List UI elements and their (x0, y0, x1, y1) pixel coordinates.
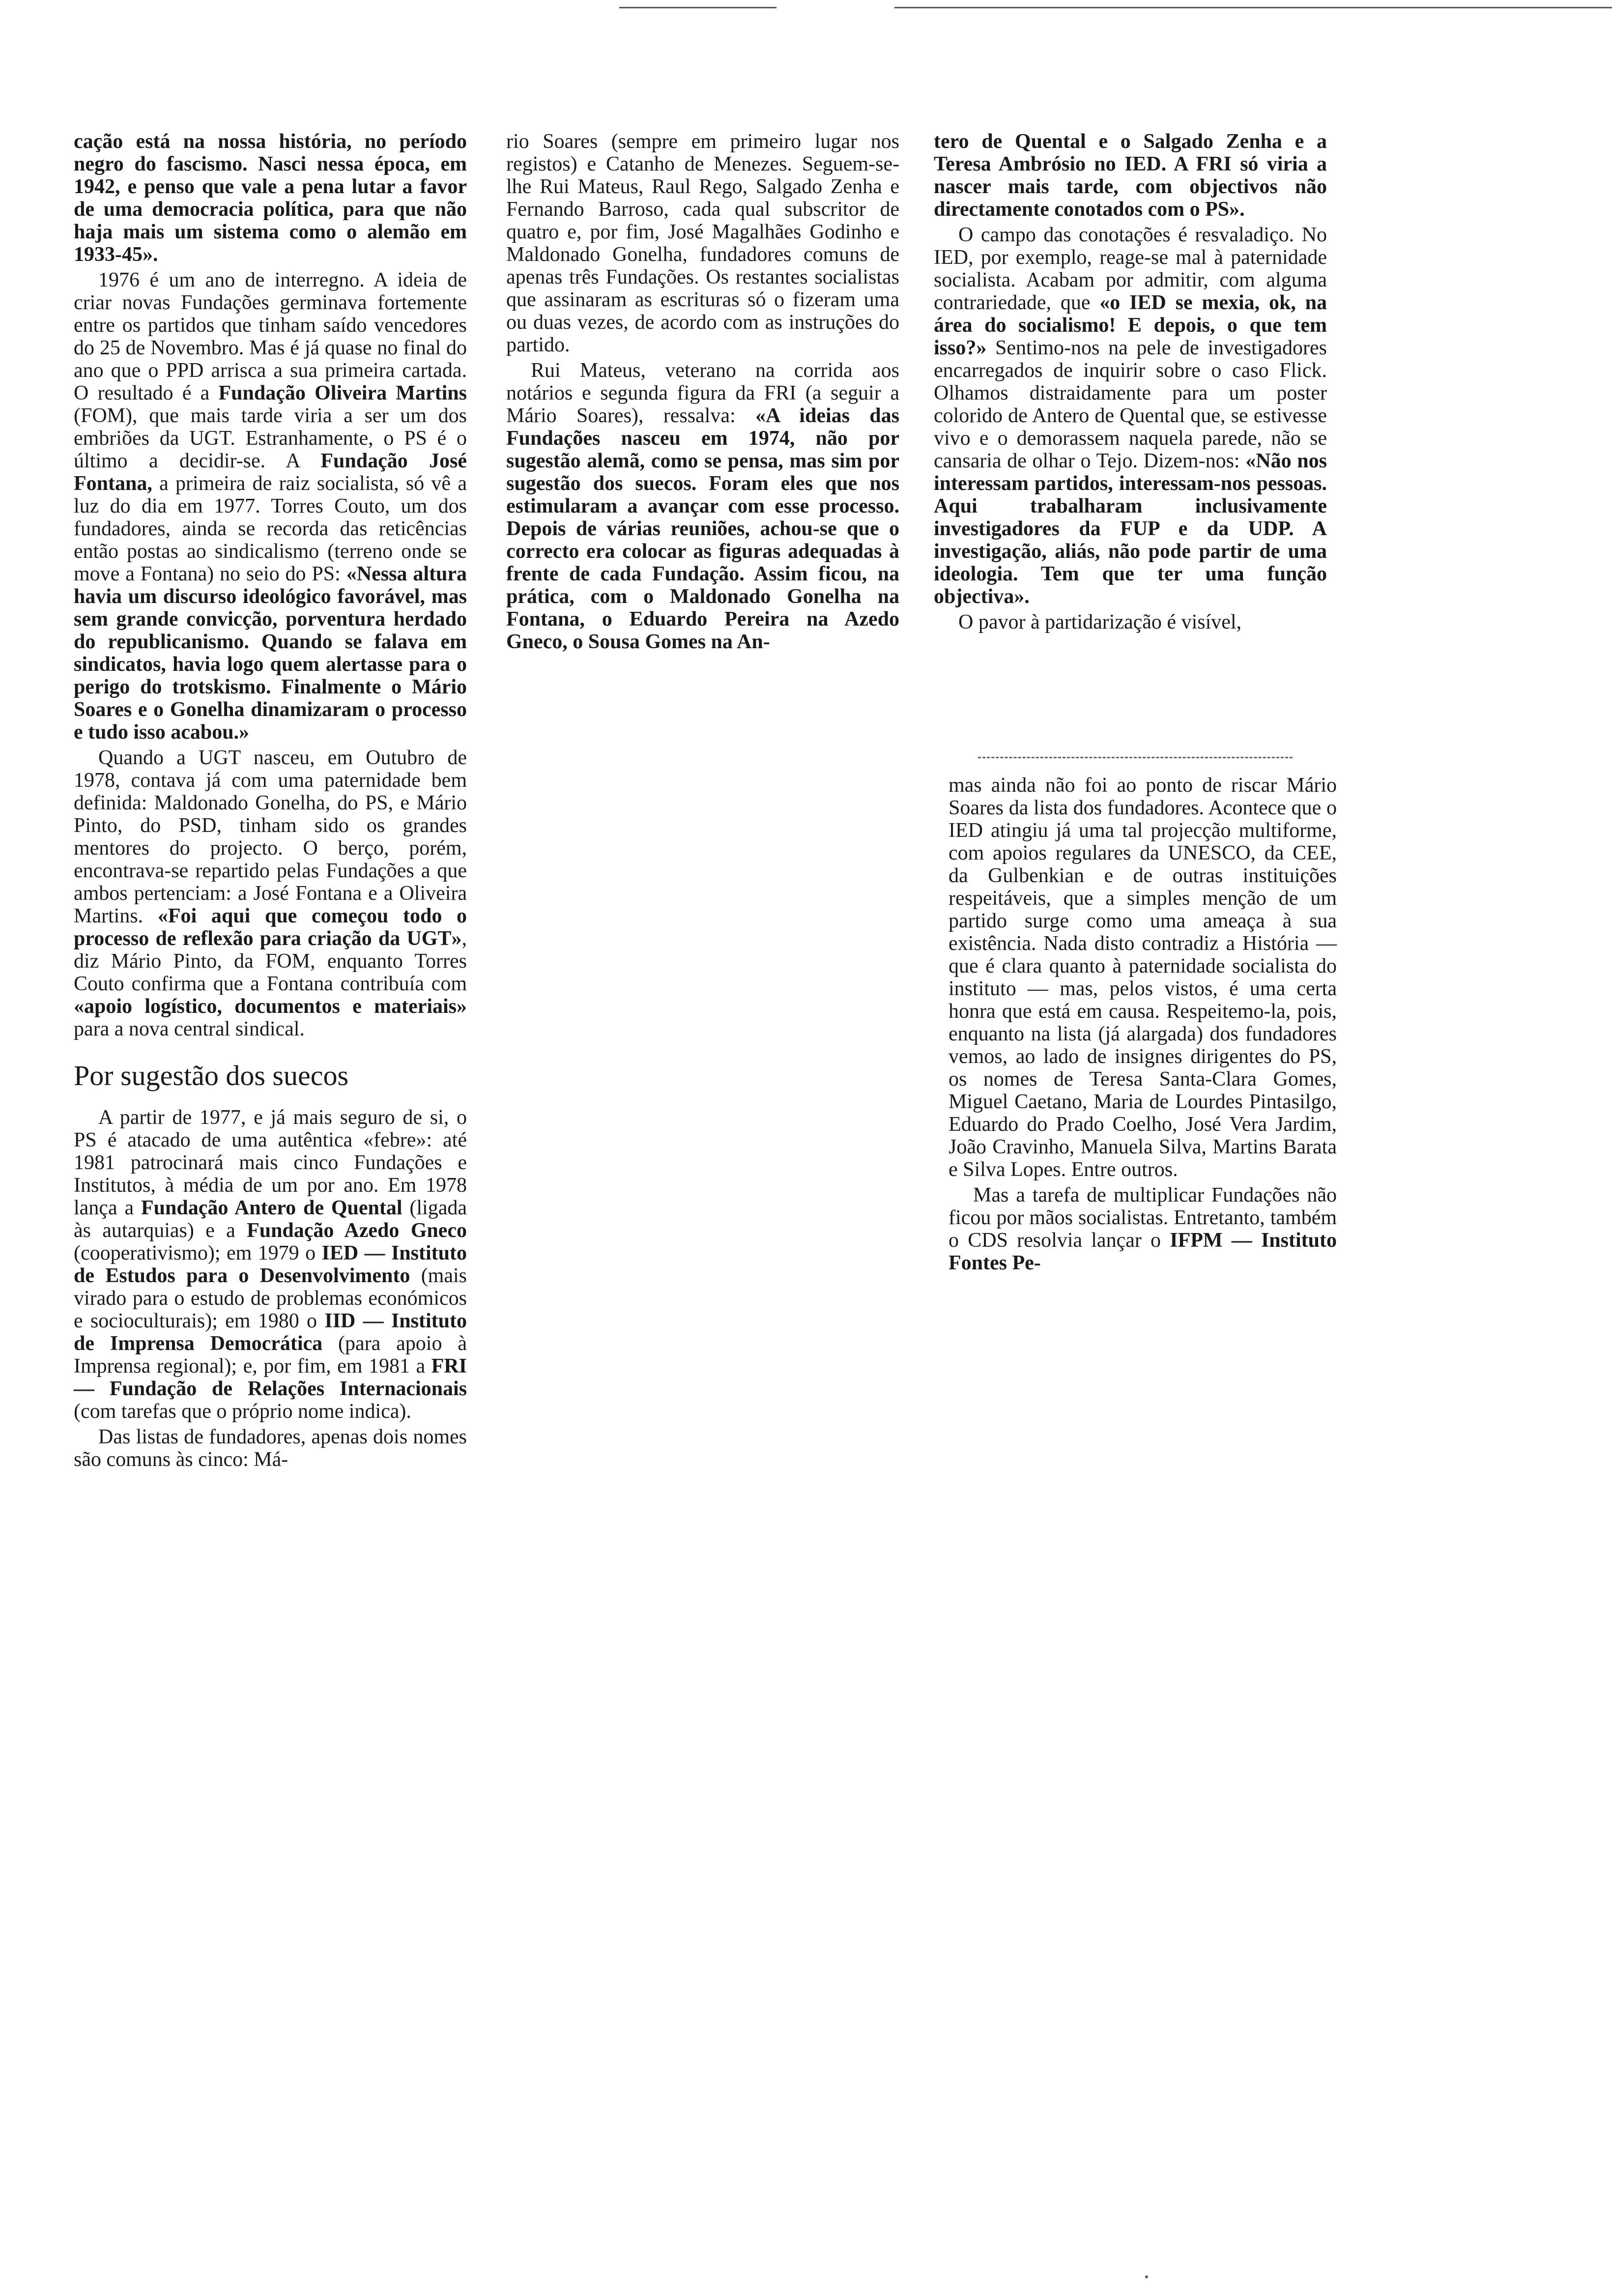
quote-text: «o IED se mexia, ok, na área do socialismo! E depois, o que tem isso?» (934, 291, 1327, 359)
paragraph (506, 359, 899, 653)
paragraph: rio Soares (sempre em primeiro lugar nos registos) e Catanho de Menezes. Seguem-se-lhe Rui Mateus, Raul Rego, Salgado Zenha e Fernando Barroso, cada qual subscritor de quatro e, por fim, José Magalhães Godinho e Maldonado Gonelha, fundadores comuns de apenas três Fundações. Os restantes socialistas que assinaram as escrituras só o fizeram uma ou duas vezes, de acordo com as instruções do partido. (506, 130, 899, 356)
text: a primeira de raiz socialista, só vê a luz do dia em 1977. Torres Couto, um dos fundadores, ainda se recorda das reticências então postas ao sindicalismo (terreno onde se move a Fontana) no seio do PS: (74, 472, 467, 585)
text: (com tarefas que o próprio nome indica). (74, 1400, 411, 1423)
text: (mais virado para o estudo de problemas económicos e socioculturais); em 1980 o (74, 1264, 467, 1332)
top-rule-left (619, 7, 777, 8)
text: (ligada às autarquias) e a (74, 1197, 467, 1242)
paragraph (74, 130, 467, 266)
paragraph (934, 130, 1327, 221)
foundation-name: Fundação Oliveira Martins (218, 382, 467, 404)
foundation-name: Fundação José Fontana, (74, 450, 467, 495)
text: 1976 é um ano de interregno. A ideia de criar novas Fundações germinava fortemente entre os partidos que tinham saído vencedores do 25 de Novembro. Mas é já quase no final do ano que o PPD arrisca a sua primeira cartada. O resultado é a (74, 269, 467, 404)
foundation-name: Fundação Antero de Quental (141, 1197, 403, 1219)
text: (FOM), que mais tarde viria a ser um dos embriões da UGT. Estranhamente, o PS é o último a decidir-se. A (74, 404, 467, 472)
foundation-name: IFPM — Instituto Fontes Pe- (949, 1229, 1337, 1274)
text: para a nova central sindical. (74, 1018, 305, 1040)
text: O campo das conotações é resvaladiço. No IED, por exemplo, reage-se mal à paternidade socialista. Acabam por admitir, com alguma contrariedade, que (934, 224, 1327, 314)
paragraph (934, 224, 1327, 608)
paragraph: O pavor à partidarização é visível, (958, 611, 1242, 633)
text: Mas a tarefa de multiplicar Fundações não ficou por mãos socialistas. Entretanto, também o CDS resolvia lançar o (949, 1184, 1337, 1252)
quote-text: «Nessa altura havia um discurso ideológico favorável, mas sem grande convicção, porventura herdado do republicanismo. Quando se falava em sindicatos, havia logo quem alertasse para o perigo do trotskismo. Finalmente o Mário Soares e o Gonelha dinamizaram o processo e tudo isso acabou.» (74, 563, 467, 744)
paragraph: Das listas de fundadores, apenas dois nomes são comuns às cinco: Má- (74, 1426, 467, 1471)
quote-text: «A ideias das Fundações nasceu em 1974, não por sugestão alemã, como se pensa, mas sim por sugestão dos suecos. Foram eles que nos estimularam a avançar com esse processo. Depois de várias reuniões, achou-se que o correcto era colocar as figuras adequadas à frente de cada Fundação. Assim ficou, na prática, com o Maldonado Gonelha na Fontana, o Eduardo Pereira na Azedo Gneco, o Sousa Gomes na An- (506, 404, 899, 653)
quote-text: «Foi aqui que começou todo o processo de reflexão para criação da UGT» (74, 905, 467, 950)
article-column-1 (74, 130, 467, 1474)
top-rule-right (894, 7, 1612, 8)
text: Sentimo-nos na pele de investigadores encarregados de inquirir sobre o caso Flick. Olhamos distraidamente para um poster colorido de Antero de Quental que, se estivesse vivo e o demorassem naquela parede, não se cansaria de olhar o Tejo. Dizem-nos: (934, 337, 1327, 472)
paragraph (74, 746, 467, 1040)
section-subheading: Por sugestão dos suecos (74, 1060, 349, 1091)
text: Rui Mateus, veterano na corrida aos notários e segunda figura da FRI (a seguir a Mário Soares), ressalva: (506, 359, 899, 427)
text: A partir de 1977, e já mais seguro de si, o PS é atacado de uma autêntica «febre»: até 1981 patrocinará mais cinco Fundações e Institutos, à média de um por ano. Em 1978 lança a (74, 1106, 467, 1219)
paragraph: mas ainda não foi ao ponto de riscar Mário Soares da lista dos fundadores. Acontece que o IED atingiu já uma tal projecção multiforme, com apoios regulares da UNESCO, da CEE, da Gulbenkian e de outras instituições respeitáveis, que a simples menção de um partido surge como uma ameaça à sua existência. Nada disto contradiz a História — que é clara quanto à paternidade socialista do instituto — mas, pelos vistos, é uma certa honra que está em causa. Respeitemo-la, pois, enquanto na lista (já alargada) dos fundadores vemos, ao lado de insignes dirigentes do PS, os nomes de Teresa Santa-Clara Gomes, Miguel Caetano, Maria de Lourdes Pintasilgo, Eduardo do Prado Coelho, José Vera Jardim, João Cravinho, Manuela Silva, Martins Barata e Silva Lopes. Entre outros. (949, 774, 1337, 1181)
article-column-3 (934, 130, 1327, 636)
text: , diz Mário Pinto, da FOM, enquanto Torres Couto confirma que a Fontana contribuía com (74, 927, 467, 995)
foundation-name: Fundação Azedo Gneco (247, 1219, 467, 1242)
quote-text: cação está na nossa história, no período negro do fascismo. Nasci nessa época, em 1942, e penso que vale a pena lutar a favor de uma democracia política, para que não haja mais um sistema como o alemão em 1933-45». (74, 130, 467, 266)
foundation-name: FRI — Fundação de Relações Internacionais (74, 1355, 467, 1400)
paragraph (74, 269, 467, 744)
scan-mark (1145, 2275, 1148, 2278)
quote-text: «Não nos interessam partidos, interessam-nos pessoas. Aqui trabalharam inclusivamente investigadores da FUP e da UDP. A investigação, aliás, não pode partir de uma ideologia. Tem que ter uma função objectiva». (934, 450, 1327, 608)
article-column-2 (506, 130, 899, 656)
text: (cooperativismo); em 1979 o (74, 1242, 322, 1264)
quote-text: tero de Quental e o Salgado Zenha e a Teresa Ambrósio no IED. A FRI só viria a nascer mais tarde, com objectivos não directamente conotados com o PS». (934, 130, 1327, 221)
article-column-3-continuation (949, 774, 1337, 1277)
foundation-name: IID — Instituto de Imprensa Democrática (74, 1310, 467, 1355)
paragraph (949, 1184, 1337, 1274)
text: Quando a UGT nasceu, em Outubro de 1978, contava já com uma paternidade bem definida: Maldonado Gonelha, do PS, e Mário Pinto, do PSD, tinham sido os grandes mentores do projecto. O berço, porém, encontrava-se repartido pelas Fundações a que ambos pertenciam: a José Fontana e a Oliveira Martins. (74, 746, 467, 927)
quote-text: «apoio logístico, documentos e materiais» (74, 995, 467, 1018)
text: (para apoio à Imprensa regional); e, por fim, em 1981 a (74, 1332, 467, 1378)
column-break-rule (978, 757, 1293, 758)
foundation-name: IED — Instituto de Estudos para o Desenvolvimento (74, 1242, 467, 1287)
paragraph (74, 1106, 467, 1423)
